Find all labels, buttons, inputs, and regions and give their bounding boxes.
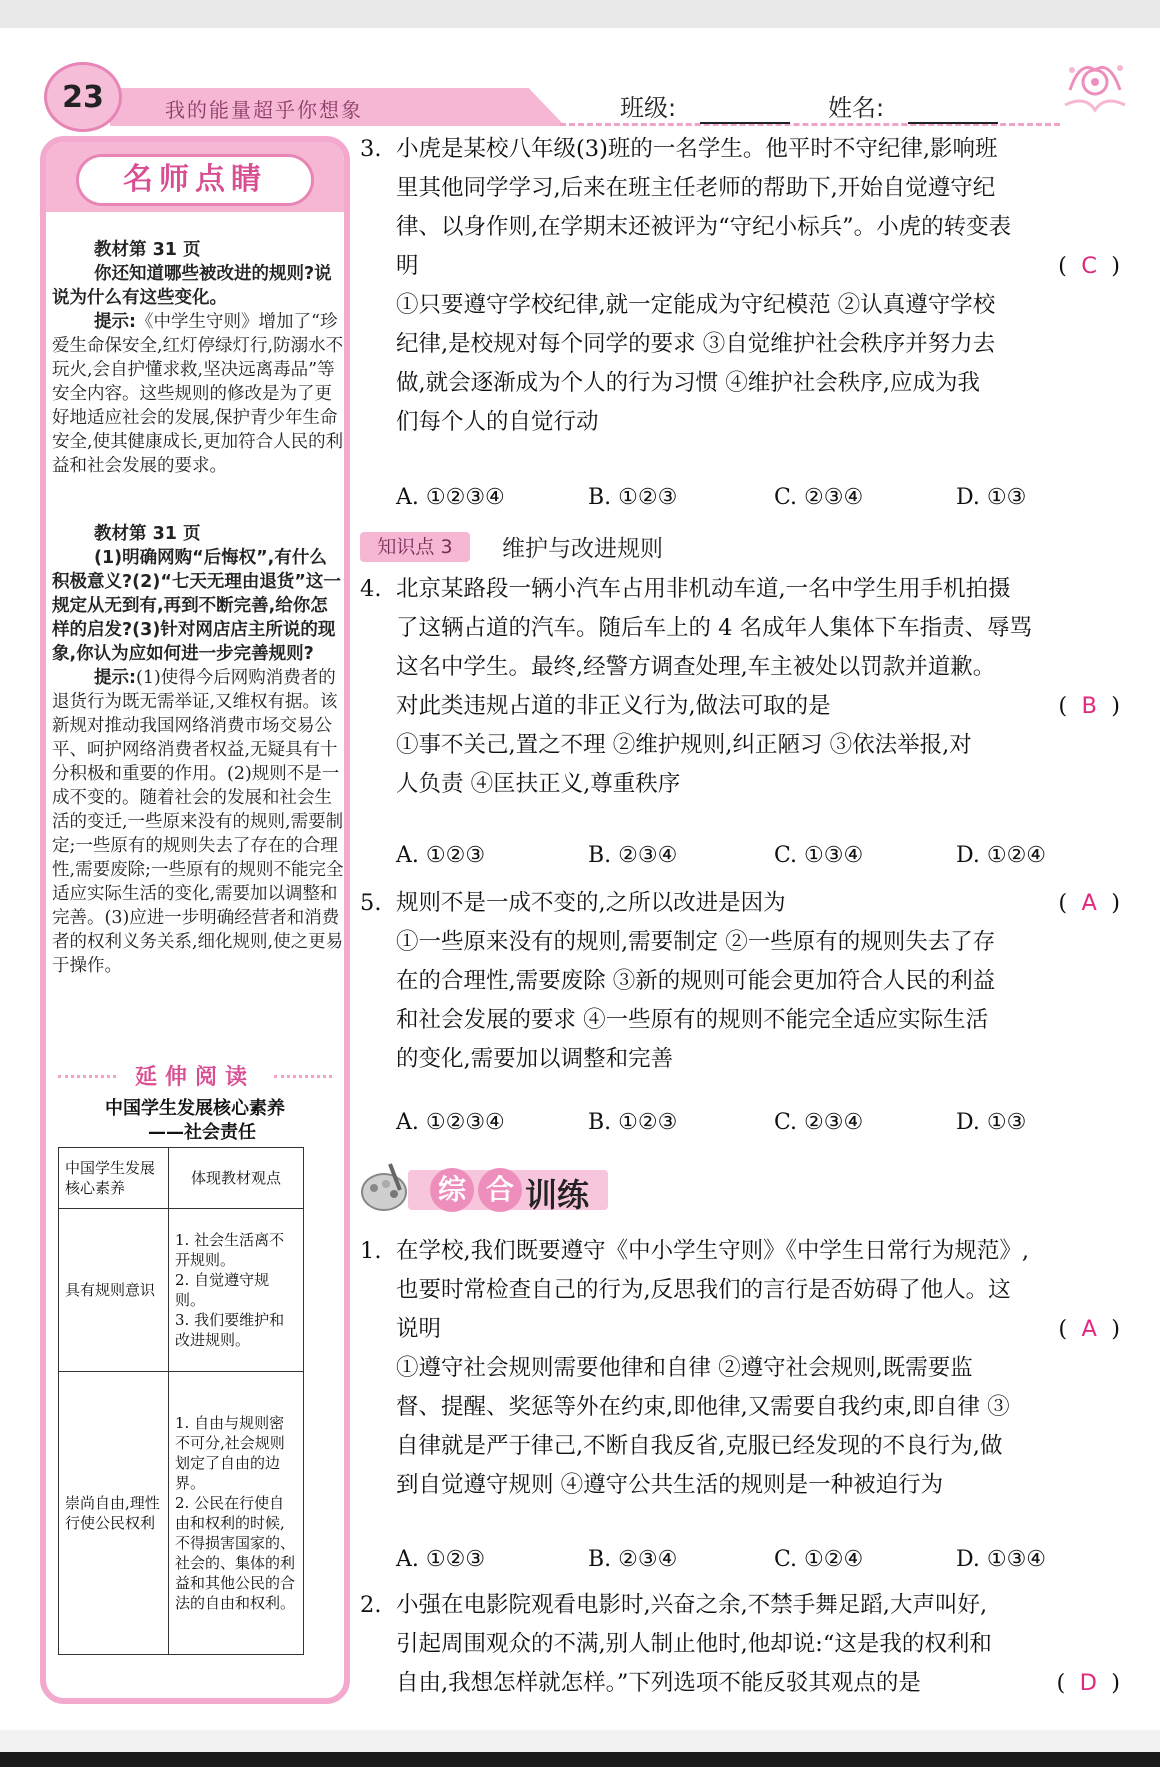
class-label: 班级: <box>620 94 677 122</box>
option-c: C. ②③④ <box>774 485 864 510</box>
answer-letter: A <box>1081 1316 1097 1342</box>
tip2-hint-label: 提示: <box>94 668 136 688</box>
statement-line: 督、提醒、奖惩等外在约束,即他律,又需要自我约束,即自律 ③ <box>396 1394 1010 1420</box>
option-a: A. ①②③ <box>396 1547 486 1572</box>
answer-letter: A <box>1081 890 1097 916</box>
statement-line: ①事不关己,置之不理 ②维护规则,纠正陋习 ③依法举报,对 <box>396 732 972 758</box>
answer-letter: B <box>1081 693 1097 719</box>
statement-line: ①只要遵守学校纪律,就一定能成为守纪模范 ②认真遵守学校 <box>396 292 996 318</box>
class-field[interactable] <box>700 122 790 124</box>
option-c: C. ②③④ <box>774 1110 864 1135</box>
statement-line: 们每个人的自觉行动 <box>396 409 599 435</box>
table-cell: 具有规则意识 <box>59 1209 169 1372</box>
option-c: C. ①②④ <box>774 1547 864 1572</box>
question-last-line <box>396 1310 1120 1349</box>
tip2-hint <box>52 666 344 978</box>
question-number: 2. <box>360 1592 382 1618</box>
knowledge-point-title: 维护与改进规则 <box>502 536 663 562</box>
table-header-cell: 中国学生发展核心素养 <box>59 1148 169 1209</box>
answer-bracket: ( B ) <box>1058 693 1120 719</box>
question-line: 小虎是某校八年级(3)班的一名学生。他平时不守纪律,影响班 <box>396 136 998 162</box>
extended-subtitle-2: ——社会责任 <box>148 1122 256 1143</box>
question-line: 对此类违规占道的非正义行为,做法可取的是 <box>396 693 831 719</box>
table-cell: 1. 社会生活离不开规则。 2. 自觉遵守规则。 3. 我们要维护和改进规则。 <box>169 1209 304 1372</box>
name-label: 姓名: <box>828 94 885 122</box>
option-a: A. ①②③ <box>396 843 486 868</box>
statement-line: 在的合理性,需要废除 ③新的规则可能会更加符合人民的利益 <box>396 968 996 994</box>
page-header <box>40 50 1125 132</box>
statement-line: 自律就是严于律己,不断自我反省,克服已经发现的不良行为,做 <box>396 1433 1003 1459</box>
tip1-ref: 教材第 31 页 <box>94 240 201 260</box>
question-number: 3. <box>360 136 382 162</box>
question-line: 规则不是一成不变的,之所以改进是因为 <box>396 890 786 916</box>
question-number: 4. <box>360 576 382 602</box>
bottom-bar <box>0 1752 1160 1767</box>
question-line: 自由,我想怎样就怎样。”下列选项不能反驳其观点的是 <box>396 1670 921 1696</box>
statement-line: 纪律,是校规对每个同学的要求 ③自觉维护社会秩序并努力去 <box>396 331 996 357</box>
tip-block-2 <box>52 522 344 978</box>
question-last-line <box>396 1664 1120 1703</box>
table-cell: 1. 自由与规则密不可分,社会规则划定了自由的边界。 2. 公民在行使自由和权利的时候,不得损害国家的、社会的、集体的利益和其他公民的合法的自由和权利。 <box>169 1372 304 1655</box>
question-4 <box>360 570 1120 804</box>
answer-bracket: ( A ) <box>1058 1316 1120 1342</box>
bottom-margin <box>0 1730 1160 1752</box>
option-b: B. ①②③ <box>588 1110 678 1135</box>
section-char-circle: 综 <box>430 1168 474 1212</box>
table-header-row <box>59 1148 304 1209</box>
tip2-ref: 教材第 31 页 <box>94 524 201 544</box>
top-margin <box>0 0 1160 28</box>
practice-question-1 <box>360 1232 1120 1505</box>
palette-icon <box>360 1160 410 1214</box>
answer-bracket: ( C ) <box>1058 253 1120 279</box>
table-row <box>59 1372 304 1655</box>
question-line: 说明 <box>396 1316 442 1342</box>
option-a: A. ①②③④ <box>396 485 505 510</box>
tip1-question: 你还知道哪些被改进的规则?说说为什么有这些变化。 <box>52 264 332 308</box>
statement-line: ①一些原来没有的规则,需要制定 ②一些原有的规则失去了存 <box>396 929 996 955</box>
table-cell: 崇尚自由,理性行使公民权利 <box>59 1372 169 1655</box>
option-d: D. ①③ <box>956 485 1027 510</box>
extended-subtitle: 中国学生发展核心素养 <box>105 1098 285 1119</box>
tip2-question: (1)明确网购“后悔权”,有什么积极意义?(2)“七天无理由退货”这一规定从无到有,再到不断完善,给你怎样的启发?(3)针对网店店主所说的现象,你认为应如何进一步完善规则? <box>52 548 341 664</box>
section-char-circle: 合 <box>478 1168 522 1212</box>
knowledge-point-tag: 知识点 3 <box>360 532 470 562</box>
sidebar-title-band <box>46 142 344 212</box>
tip1-hint <box>52 310 344 478</box>
question-line: 也要时常检查自己的行为,反思我们的言行是否妨碍了他人。这 <box>396 1277 1011 1303</box>
question-last-line <box>396 247 1120 286</box>
answer-letter: C <box>1081 253 1097 279</box>
section-heading-comprehensive <box>360 1160 610 1214</box>
extended-reading-title: 延伸阅读 <box>134 1065 255 1090</box>
answer-bracket: ( D ) <box>1056 1670 1120 1696</box>
option-a: A. ①②③④ <box>396 1110 505 1135</box>
question-line: 北京某路段一辆小汽车占用非机动车道,一名中学生用手机拍摄 <box>396 576 1011 602</box>
table-header-cell: 体现教材观点 <box>169 1148 304 1209</box>
statement-line: 和社会发展的要求 ④一些原有的规则不能完全适应实际生活 <box>396 1007 989 1033</box>
practice-question-2 <box>360 1586 1120 1703</box>
core-literacy-table <box>58 1147 304 1655</box>
question-last-line <box>396 687 1120 726</box>
question-last-line <box>396 884 1120 923</box>
question-line: 了这辆占道的汽车。随后车上的 4 名成年人集体下车指责、辱骂 <box>396 615 1033 641</box>
statement-line: 做,就会逐渐成为个人的行为习惯 ④维护社会秩序,应成为我 <box>396 370 980 396</box>
option-b: B. ①②③ <box>588 485 678 510</box>
question-line: 里其他同学学习,后来在班主任老师的帮助下,开始自觉遵守纪 <box>396 175 996 201</box>
question-line: 小强在电影院观看电影时,兴奋之余,不禁手舞足蹈,大声叫好, <box>396 1592 988 1618</box>
question-line: 在学校,我们既要遵守《中小学生守则》《中学生日常行为规范》, <box>396 1238 1030 1264</box>
tip2-hint-text: (1)使得今后网购消费者的退货行为既无需举证,又维权有据。该新规对推动我国网络消费市场交易公平、呵护网络消费者权益,无疑具有十分积极和重要的作用。(2)规则不是一成不变的。随着社会的发展和社会生活的变迁,一些原来没有的规则,需要制定;一些原有的规则失去了存在的合理性,需要废除;一些原有的规则不能完全适应实际生活的变化,需要加以调整和完善。(3)应进一步明确经营者和消费者的权利义务关系,细化规则,使之更易于操作。 <box>52 668 344 976</box>
option-d: D. ①③④ <box>956 1547 1047 1572</box>
statement-line: 的变化,需要加以调整和完善 <box>396 1046 674 1072</box>
option-c: C. ①③④ <box>774 843 864 868</box>
answer-letter: D <box>1079 1670 1097 1696</box>
question-line: 引起周围观众的不满,别人制止他时,他却说:“这是我的权利和 <box>396 1631 992 1657</box>
sidebar-title: 名师点睛 <box>76 154 314 206</box>
statement-line: 到自觉遵守规则 ④遵守公共生活的规则是一种被迫行为 <box>396 1472 944 1498</box>
flower-ornament-icon <box>1060 50 1130 120</box>
tip-block-1 <box>52 238 344 478</box>
question-line: 明 <box>396 253 419 279</box>
question-number: 1. <box>360 1238 382 1264</box>
tip1-hint-label: 提示: <box>94 312 136 332</box>
question-5 <box>360 884 1120 1079</box>
option-b: B. ②③④ <box>588 843 678 868</box>
table-row <box>59 1209 304 1372</box>
statement-line: ①遵守社会规则需要他律和自律 ②遵守社会规则,既需要监 <box>396 1355 973 1381</box>
question-line: 律、以身作则,在学期末还被评为“守纪小标兵”。小虎的转变表 <box>396 214 1012 240</box>
answer-bracket: ( A ) <box>1058 890 1120 916</box>
option-d: D. ①②④ <box>956 843 1047 868</box>
ext-dots-right <box>274 1075 332 1078</box>
question-line: 这名中学生。最终,经警方调查处理,车主被处以罚款并道歉。 <box>396 654 996 680</box>
teacher-tips-sidebar <box>40 136 350 1704</box>
name-field[interactable] <box>908 122 998 124</box>
section-heading-text: 训练 <box>525 1176 590 1214</box>
option-d: D. ①③ <box>956 1110 1027 1135</box>
question-3 <box>360 130 1120 442</box>
page-number-badge: 23 <box>44 62 122 132</box>
option-b: B. ②③④ <box>588 1547 678 1572</box>
statement-line: 人负责 ④匡扶正义,尊重秩序 <box>396 771 681 797</box>
tip1-hint-text: 《中学生守则》增加了“珍爱生命保安全,红灯停绿灯行,防溺水不玩火,会自护懂求救,坚决远离毒品”等安全内容。这些规则的修改是为了更好地适应社会的发展,保护青少年生命安全,使其健康成长,更加符合人民的利益和社会发展的要求。 <box>52 312 344 476</box>
question-number: 5. <box>360 890 382 916</box>
header-slogan: 我的能量超乎你想象 <box>165 98 363 122</box>
